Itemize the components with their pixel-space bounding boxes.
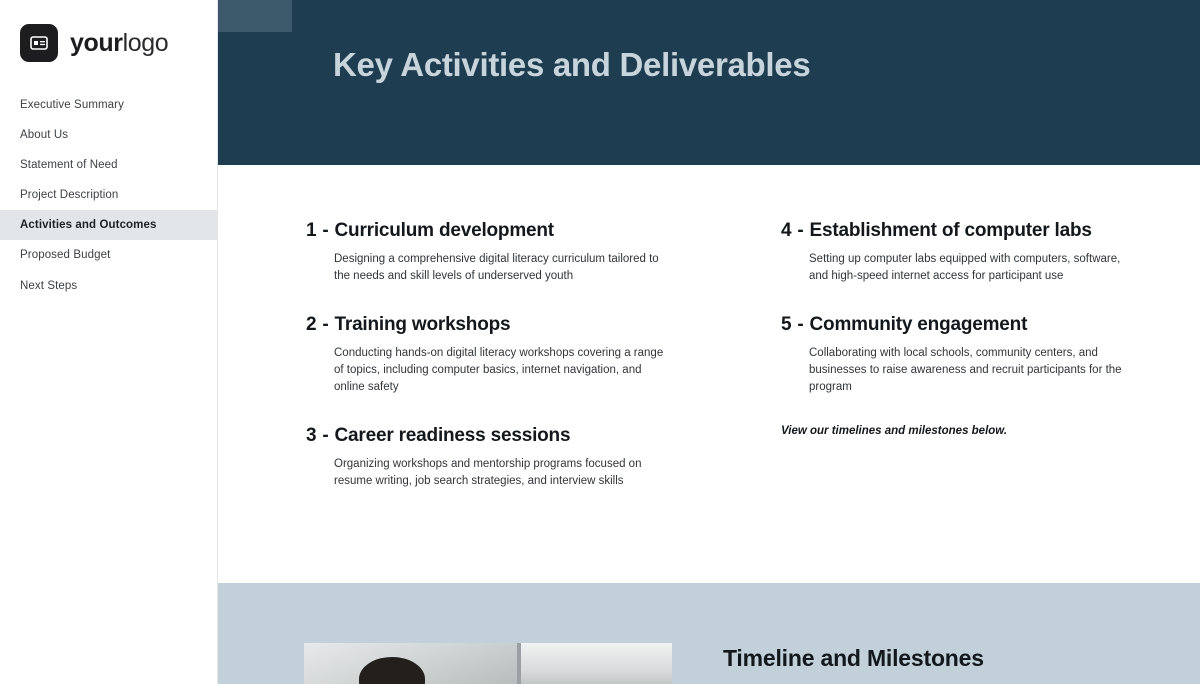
sidebar-item-activities-and-outcomes[interactable]: Activities and Outcomes [0,210,217,240]
activity-dash: - [797,314,804,336]
photo-right-panel [521,643,672,684]
activity-item [306,314,671,395]
activity-body: Organizing workshops and mentorship programs focused on resume writing, job search strategies, and interview skills [334,458,642,488]
sidebar [0,0,218,684]
sidebar-item-next-steps[interactable]: Next Steps [20,279,78,292]
activity-dash: - [322,220,329,241]
activity-number: 4 [781,220,792,241]
activity-number: 2 [306,314,317,336]
timeline-title: Timeline and Milestones [723,645,984,671]
timeline-band [218,583,1200,684]
activity-number: 1 [306,220,317,241]
page-title: Key Activities and Deliverables [333,46,811,83]
sidebar-nav [0,90,217,301]
activity-number: 5 [781,314,792,336]
sidebar-item-about-us[interactable]: About Us [20,129,69,142]
sidebar-item-project-description[interactable]: Project Description [20,189,119,202]
logo-text [70,29,168,58]
logo-text-light: logo [122,28,169,57]
activity-title: Career readiness sessions [334,425,571,447]
document-body [218,165,1200,583]
activities-column-right [781,220,1146,520]
activity-title: Community engagement [809,314,1028,336]
activity-heading [306,314,671,336]
sidebar-item-executive-summary[interactable]: Executive Summary [20,99,124,111]
activity-number: 3 [306,425,317,447]
activity-body: Setting up computer labs equipped with computers, software, and high-speed internet access for participant use [809,253,1121,282]
activity-body: Designing a comprehensive digital literacy curriculum tailored to the needs and skill levels of underserved youth [334,253,659,282]
activity-body: Conducting hands-on digital literacy workshops covering a range of topics, including computer basics, internet navigation, and online safety [334,347,664,393]
logo[interactable] [0,0,217,62]
activity-item [306,220,671,284]
activity-heading [781,220,1146,242]
activity-item [781,220,1146,284]
activities-columns [306,220,1146,520]
hero-banner [218,0,1200,165]
document-canvas [218,0,1200,684]
activity-dash: - [322,314,329,336]
activity-dash: - [322,425,329,447]
logo-text-bold: your [70,28,123,57]
hero-corner-tab [218,0,292,32]
participants-photo [304,643,672,684]
activity-heading [781,314,1146,336]
timeline-note: View our timelines and milestones below. [781,425,1008,438]
activity-title: Establishment of computer labs [809,220,1092,241]
activity-item [306,425,671,489]
activity-title: Training workshops [334,314,511,336]
sidebar-item-statement-of-need[interactable]: Statement of Need [20,159,118,172]
activity-body: Collaborating with local schools, community centers, and businesses to raise awareness and recruit participants for the program [809,347,1122,393]
activity-title: Curriculum development [334,220,554,241]
activity-dash: - [797,220,804,241]
activities-column-left [306,220,671,520]
activity-item [781,314,1146,395]
activity-heading [306,220,671,242]
document-logo-icon [20,24,58,62]
activity-heading [306,425,671,447]
sidebar-item-proposed-budget[interactable]: Proposed Budget [20,249,111,262]
